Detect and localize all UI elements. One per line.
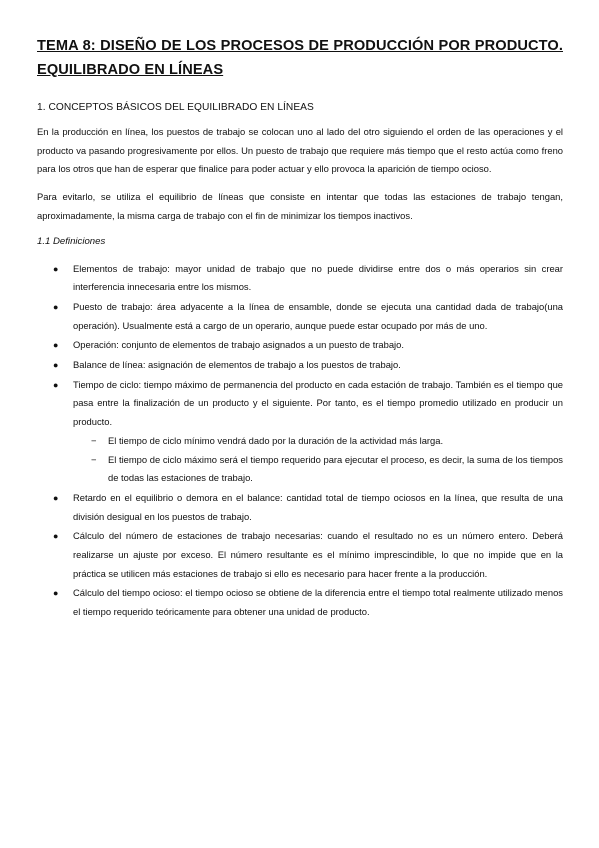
- list-item: [37, 376, 563, 488]
- definition-text: Retardo en el equilibrio o demora en el balance: cantidad total de tiempo ociosos en la línea, que resulta de una división desigual en los puestos de trabajo.: [73, 491, 563, 522]
- definition-text: Balance de línea: asignación de elementos de trabajo a los puestos de trabajo.: [73, 359, 401, 371]
- dash-icon: −: [91, 434, 97, 446]
- definition-text: Elementos de trabajo: mayor unidad de trabajo que no puede dividirse entre dos o más operarios sin crear interferencia innecesaria entre los mismos.: [73, 262, 563, 293]
- section-heading: 1. CONCEPTOS BÁSICOS DEL EQUILIBRADO EN LÍNEAS: [37, 102, 314, 113]
- intro-paragraph: En la producción en línea, los puestos de trabajo se colocan uno al lado del otro siguiendo el orden de las operaciones y el producto va pasando progresivamente por ellos. Un puesto de trabajo que requiere más tiempo que el resto actúa como freno para los otros que han de esperar que finalice para poder actuar y ello provoca la aparición de tiempo ocioso.: [37, 126, 563, 175]
- bullet-icon: ●: [53, 379, 59, 390]
- sublist-item: [73, 432, 563, 451]
- title-line-2: EQUILIBRADO EN LÍNEAS: [37, 62, 224, 78]
- definition-text: Tiempo de ciclo: tiempo máximo de permanencia del producto en cada estación de trabajo. También es el tiempo que pasa entre la finalización de un producto y el siguiente. Por tanto, es el tiempo promedio utilizado en producir un producto.: [73, 378, 563, 428]
- bullet-icon: ●: [53, 531, 59, 542]
- document-title: [37, 34, 563, 82]
- bullet-icon: ●: [53, 301, 59, 312]
- list-item: [37, 527, 563, 583]
- sublist-text: El tiempo de ciclo máximo será el tiempo requerido para ejecutar el proceso, es decir, la suma de los tiempos de todas las estaciones de trabajo.: [108, 453, 563, 484]
- list-item: [37, 489, 563, 526]
- title-line-1: TEMA 8: DISEÑO DE LOS PROCESOS DE PRODUCCIÓN POR PRODUCTO.: [37, 38, 563, 54]
- list-item: [37, 298, 563, 335]
- balancing-paragraph: Para evitarlo, se utiliza el equilibrio de líneas que consiste en intentar que todas las estaciones de trabajo tengan, aproximadamente, la misma carga de trabajo con el fin de minimizar los tiempos inactivos.: [37, 191, 563, 221]
- list-item: [37, 260, 563, 297]
- bullet-icon: ●: [53, 588, 59, 599]
- definition-text: Cálculo del tiempo ocioso: el tiempo ocioso se obtiene de la diferencia entre el tiempo total realmente utilizado menos el tiempo requerido teóricamente para obtener una unidad de producto.: [73, 587, 563, 618]
- definition-text: Puesto de trabajo: área adyacente a la línea de ensamble, donde se ejecuta una cantidad dada de trabajo(una operación). Usualmente está a cargo de un operario, aunque puede estar ocupado por más de uno.: [73, 300, 563, 331]
- bullet-icon: ●: [53, 263, 59, 274]
- dash-icon: −: [91, 453, 97, 465]
- bullet-icon: ●: [53, 360, 59, 371]
- definition-text: Operación: conjunto de elementos de trabajo asignados a un puesto de trabajo.: [73, 339, 404, 351]
- list-item: [37, 584, 563, 621]
- definitions-list: [37, 260, 563, 622]
- sublist-item: [73, 451, 563, 488]
- cycle-time-sublist: [73, 432, 563, 488]
- list-item: [37, 336, 563, 355]
- bullet-icon: ●: [53, 340, 59, 351]
- bullet-icon: ●: [53, 492, 59, 503]
- list-item: [37, 356, 563, 375]
- definitions-heading: 1.1 Definiciones: [37, 235, 106, 247]
- sublist-text: El tiempo de ciclo mínimo vendrá dado por la duración de la actividad más larga.: [108, 434, 444, 446]
- definition-text: Cálculo del número de estaciones de trabajo necesarias: cuando el resultado no es un número entero. Deberá realizarse un ajuste por exceso. El número resultante es el mínimo imprescindible, lo que no impide que en la práctica se utilicen más estaciones de trabajo si ello es necesario para hacer frente a la producción.: [73, 530, 563, 579]
